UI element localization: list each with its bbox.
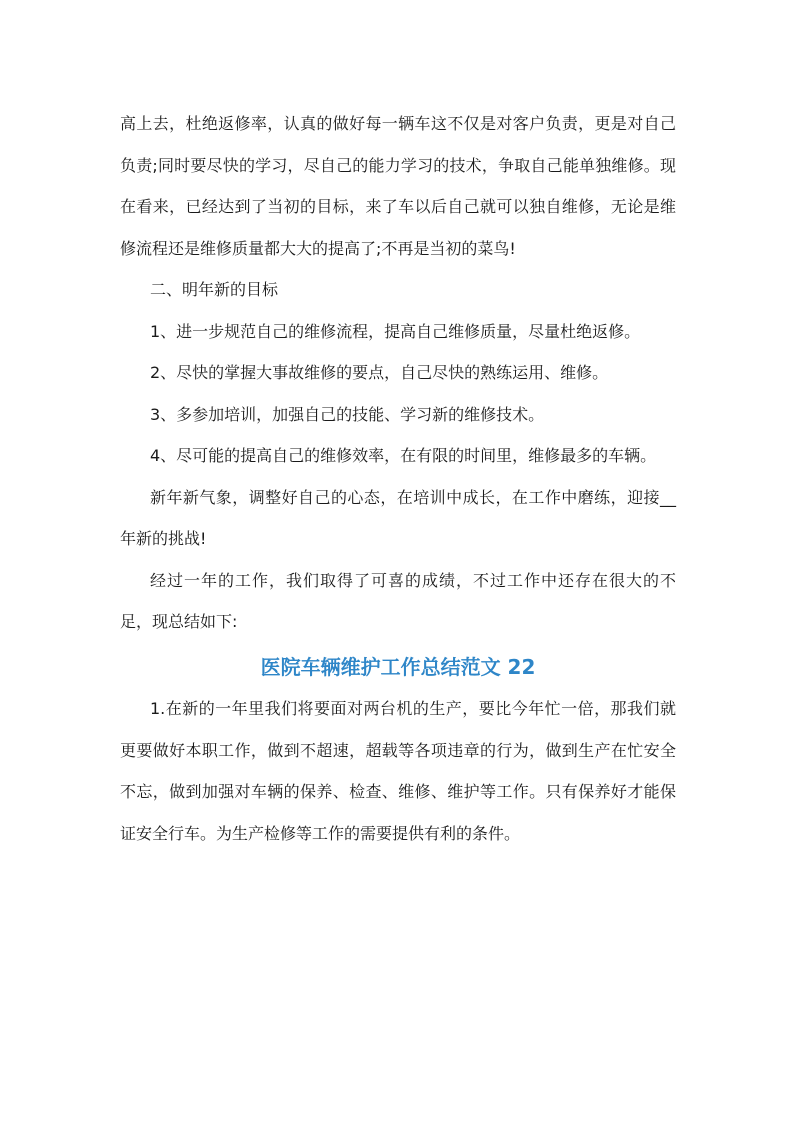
goal-item-1: 1、进一步规范自己的维修流程，提高自己维修质量，尽量杜绝返修。 <box>150 321 641 341</box>
paragraph-point-1: 1.在新的一年里我们将要面对两台机的生产，要比今年忙一倍，那我们就更要做好本职工作，做到不超速，超载等各项违章的行为，做到生产在忙安全不忘，做到加强对车辆的保养、检查、维修、维护等工作。只有保养好才能保证安全行车。为生产检修等工作的需要提供有利的条件。 <box>120 699 676 843</box>
document-page <box>120 103 676 854</box>
goal-item-4: 4、尽可能的提高自己的维修效率，在有限的时间里，维修最多的车辆。 <box>150 446 657 465</box>
paragraph-intro-continuation: 高上去，杜绝返修率，认真的做好每一辆车这不仅是对客户负责，更是对自己负责;同时要尽快的学习，尽自己的能力学习的技术，争取自己能单独维修。现在看来，已经达到了当初的目标，来了车以后自己就可以独自维修，无论是维修流程还是维修质量都大大的提高了;不再是当初的菜鸟! <box>120 114 676 258</box>
section-two-title: 二、明年新的目标 <box>150 280 279 299</box>
section-heading: 医院车辆维护工作总结范文 22 <box>260 654 536 679</box>
paragraph-summary-intro: 经过一年的工作，我们取得了可喜的成绩，不过工作中还存在很大的不足，现总结如下: <box>120 570 676 631</box>
goal-item-3: 3、多参加培训，加强自己的技能、学习新的维修技术。 <box>150 404 545 424</box>
goal-item-2: 2、尽快的掌握大事故维修的要点，自己尽快的熟练运用、维修。 <box>150 363 609 382</box>
paragraph-new-year: 新年新气象，调整好自己的心态，在培训中成长，在工作中磨练，迎接__年新的挑战! <box>120 487 676 548</box>
